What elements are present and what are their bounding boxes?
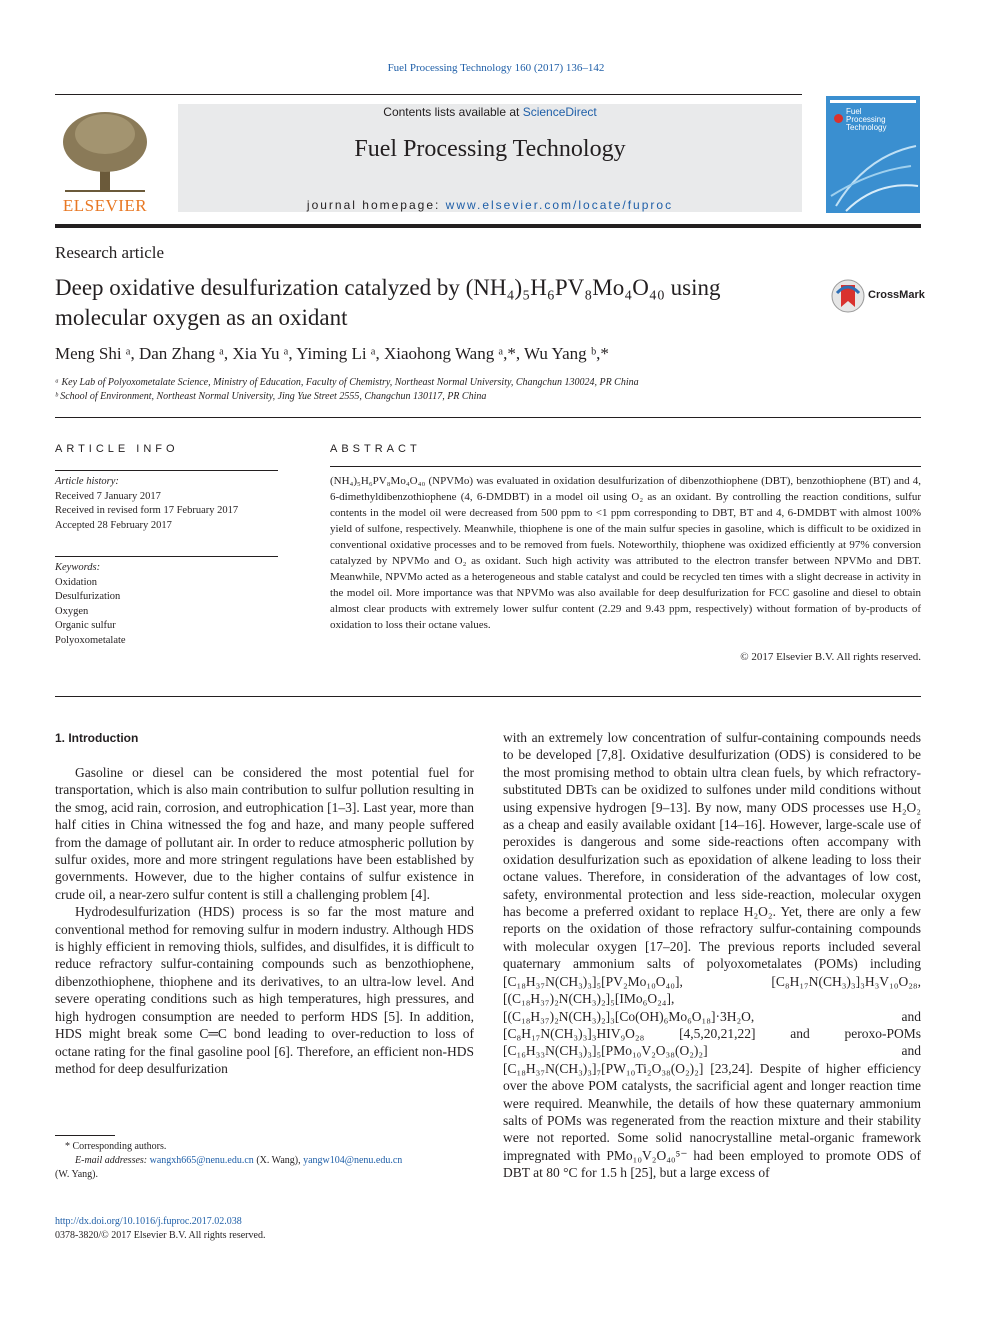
doi-block (55, 1215, 265, 1243)
email-label: E-mail addresses: (75, 1155, 150, 1166)
author-list[interactable]: Meng Shi ᵃ, Dan Zhang ᵃ, Xia Yu ᵃ, Yiming Li ᵃ, Xiaohong Wang ᵃ,*, Wu Yang ᵇ,* (55, 344, 609, 363)
email-link-yang[interactable]: yangw104@nenu.edu.cn (303, 1155, 403, 1166)
sciencedirect-link[interactable]: ScienceDirect (522, 105, 597, 119)
article-info-rule (55, 470, 278, 471)
crossmark-badge[interactable] (831, 279, 925, 313)
cover-artwork (826, 136, 920, 213)
cover-title-line1: Fuel (846, 107, 862, 116)
keyword-item: Oxygen (55, 605, 89, 617)
header-rule (55, 94, 802, 95)
contents-line (178, 105, 802, 119)
abstract-copyright: © 2017 Elsevier B.V. All rights reserved. (740, 651, 921, 663)
keyword-item: Desulfurization (55, 591, 121, 602)
journal-reference-link[interactable]: Fuel Processing Technology 160 (2017) 136–142 (387, 62, 605, 74)
journal-homepage (178, 198, 802, 212)
cover-title-line3: Technology (846, 123, 887, 132)
intro-paragraph-3: with an extremely low concentration of sulfur-containing compounds needs to be developed [7,8]. Oxidative desulfurization (ODS) is considered to be the most promising method to obtain ultra clean fuels, by which refractory-substituted DBTs can be oxidized to sulfones under mild conditions without using expensive hydrogen [9–13]. By now, many ODS processes use H₂O₂ as a cheap and easily available oxidant [14–16]. However, large-scale use of peroxides is dangerous and some side-reactions often accompany with oxidation desulfurization such as epoxidation of alkene leading to loss their octane values. Therefore, in consideration of the advantages of low cost, safety, environmental protection and less side-reaction, molecular oxygen has become a preferred oxidant to replace H₂O₂. Yet, there are only a few reports on the oxidation of those refractory sulfur-containing compounds with molecular oxygen [17–20]. The previous reports included several quaternary ammonium salts of polyoxometalates (POMs) including [C₁₈H₃₇N(CH₃)₃]₅[PV₂Mo₁₀O₄₀], [C₈H₁₇N(CH₃)₃]₃H₃V₁₀O₂₈, [(C₁₈H₃₇)₂N(CH₃)₂]₅[IMo₆O₂₄], [(C₁₈H₃₇)₂N(CH₃)₂]₃[Co(OH)₆Mo₆O₁₈]·3H₂O, and [C₈H₁₇N(CH₃)₃]₃HIV₉O₂₈ [4,5,20,21,22] and peroxo-POMs [C₁₆H₃₃N(CH₃)₃]₅[PMo₁₀V₂O₃₈(O₂)₂] and [C₁₈H₃₇N(CH₃)₃]₇[PW₁₀Ti₂O₃₈(O₂)₂] [23,24]. Despite of higher efficiency over the above POM catalysts, the sacrificial agent and longer reaction time were required. Meanwhile, the details of how these quaternary ammonium salts of POMs was regenerated from the reaction mixture and their stability were not reported. Some solid nanocrystalline metal-organic framework impregnated with PMo₁₀V₂O₄₀⁵⁻ had been employed to promote ODS of DBT at 80 °C for 1.5 h [25], but a large excess of (503, 730, 921, 1181)
article-title-line2: molecular oxygen as an oxidant (55, 305, 348, 330)
homepage-link[interactable]: www.elsevier.com/locate/fuproc (445, 198, 674, 212)
history-label: Article history: (55, 476, 119, 487)
right-column (503, 729, 921, 1185)
affiliation-rule (55, 417, 921, 418)
cover-title-line2: Processing (846, 115, 886, 124)
abstract-body: (NH₄)₅H₆PV₈Mo₄O₄₀ (NPVMo) was evaluated in oxidation desulfurization of dibenzothiophene (DBT), benzothiophene (BT) and 4, 6-dimethyldibenzothiophene (4, 6-DMDBT) in a model oil using O₂ as an oxidant. By controlling the reaction conditions, sulfur contents in the model oil were decreased from 500 ppm to <1 ppm corresponding to DBT, BT and 4, 6-DMDBT with almost 100% yield of sulfone, respectively. Meanwhile, thiophene is one of the main sulfur species in gasoline, which is difficult to be oxidized in conventional oxidative processes and to be removed from fuels. Noteworthily, thiophene was oxidized efficiently at 97% conversion catalyzed by NPVMo and O₂ as oxidant. Such high activity was attributed to the electron transfer between NPVMo and DBT. Meanwhile, NPVMo acted as a heterogeneous and stable catalyst and could be recycled ten times with a slight decrease in activity in the model oil. More importance was that NPVMo was also available for deep desulfurization for FCC gasoline and diesel to obtain almost clear products with extremely lower sulfur content (2.29 and 9.43 ppm, respectively) without formation of by-products of oxidation to loss their octane values. (330, 475, 921, 631)
history-accepted: Accepted 28 February 2017 (55, 519, 172, 531)
keyword-item: Polyoxometalate (55, 634, 126, 646)
affiliation-b: ᵇ School of Environment, Northeast Normal University, Jing Yue Street 2555, Changchun 130117, PR China (55, 391, 487, 402)
email-name-yang: (W. Yang). (55, 1169, 98, 1180)
doi-link[interactable]: http://dx.doi.org/10.1016/j.fuproc.2017.02.038 (55, 1216, 242, 1227)
keywords-block (55, 561, 285, 648)
footnotes (55, 1140, 475, 1182)
email-link-wang[interactable]: wangxh665@nenu.edu.cn (149, 1155, 254, 1166)
publisher-name: ELSEVIER (62, 196, 148, 215)
keyword-item: Oxidation (55, 576, 97, 588)
affiliation-a: ᵃ Key Lab of Polyoxometalate Science, Ministry of Education, Faculty of Chemistry, Northeast Normal University, Changchun 130024, PR China (55, 377, 639, 388)
abstract-bottom-rule (55, 696, 921, 697)
email-line (55, 1154, 475, 1168)
cover-logo-icon (834, 114, 843, 123)
intro-paragraph-1: Gasoline or diesel can be considered the most potential fuel for transportation, which is also main contribution to sulfur pollution resulting in the smog, acid rain, corrosion, and eutrophication [1–3]. Last year, more than half cities in China witnessed the fog and haze, and many people suffered from the damage of pollutant air. In order to reduce atmospheric pollution by sulfur oxides, more and more stringent regulations have been established by governments. However, due to the higher contains of sulfur existence in crude oil, a near-zero sulfur content is still a challenging problem [4]. (55, 765, 474, 902)
history-received: Received 7 January 2017 (55, 490, 161, 502)
article-title (55, 273, 805, 333)
article-type: Research article (55, 243, 165, 262)
footnote-rule (55, 1135, 115, 1136)
issn-line: 0378-3820/© 2017 Elsevier B.V. All rights reserved. (55, 1230, 266, 1241)
corresponding-authors-note: * Corresponding authors. (65, 1141, 167, 1152)
contents-prefix: Contents lists available at (383, 105, 523, 119)
masthead-bottom-rule (55, 224, 921, 228)
abstract-heading: ABSTRACT (330, 443, 421, 455)
keywords-rule (55, 556, 278, 557)
crossmark-icon (831, 279, 865, 313)
journal-title: Fuel Processing Technology (354, 136, 626, 162)
keyword-item: Organic sulfur (55, 620, 116, 631)
intro-paragraph-2: Hydrodesulfurization (HDS) process is so far the most mature and conventional method for removing sulfur in modern industry. Although HDS is highly efficient in removing thiols, sulfides, and disulfides, it is difficult to reduce refractory sulfur-containing compounds such as benzothiophene, dibenzothiophene, thiophene and its derivatives, to an ultra-low level. And severe operating conditions such as high temperatures, high pressures, and high hydrogen consumption are needed to perform HDS [5]. In addition, HDS might break some C═C bond leading to over-reduction to loss of octane rating for the final gasoline pool [6]. Therefore, an efficient non-HDS method for deep desulfurization (55, 904, 474, 1076)
article-title-line1: Deep oxidative desulfurization catalyzed by (NH₄)₅H₆PV₈Mo₄O₄₀ using (55, 275, 721, 300)
section-heading-introduction: 1. Introduction (55, 731, 139, 745)
journal-cover-thumbnail[interactable] (826, 96, 920, 213)
crossmark-label: CrossMark (868, 289, 925, 301)
history-revised: Received in revised form 17 February 2017 (55, 505, 239, 516)
keywords-label: Keywords: (55, 562, 101, 573)
article-info-heading: ARTICLE INFO (55, 443, 179, 455)
article-history (55, 475, 285, 533)
left-column (55, 764, 474, 1077)
email-name-wang: (X. Wang), (253, 1155, 304, 1166)
elsevier-logo[interactable] (55, 104, 155, 216)
homepage-prefix: journal homepage: (306, 198, 446, 212)
abstract-rule (330, 466, 921, 467)
